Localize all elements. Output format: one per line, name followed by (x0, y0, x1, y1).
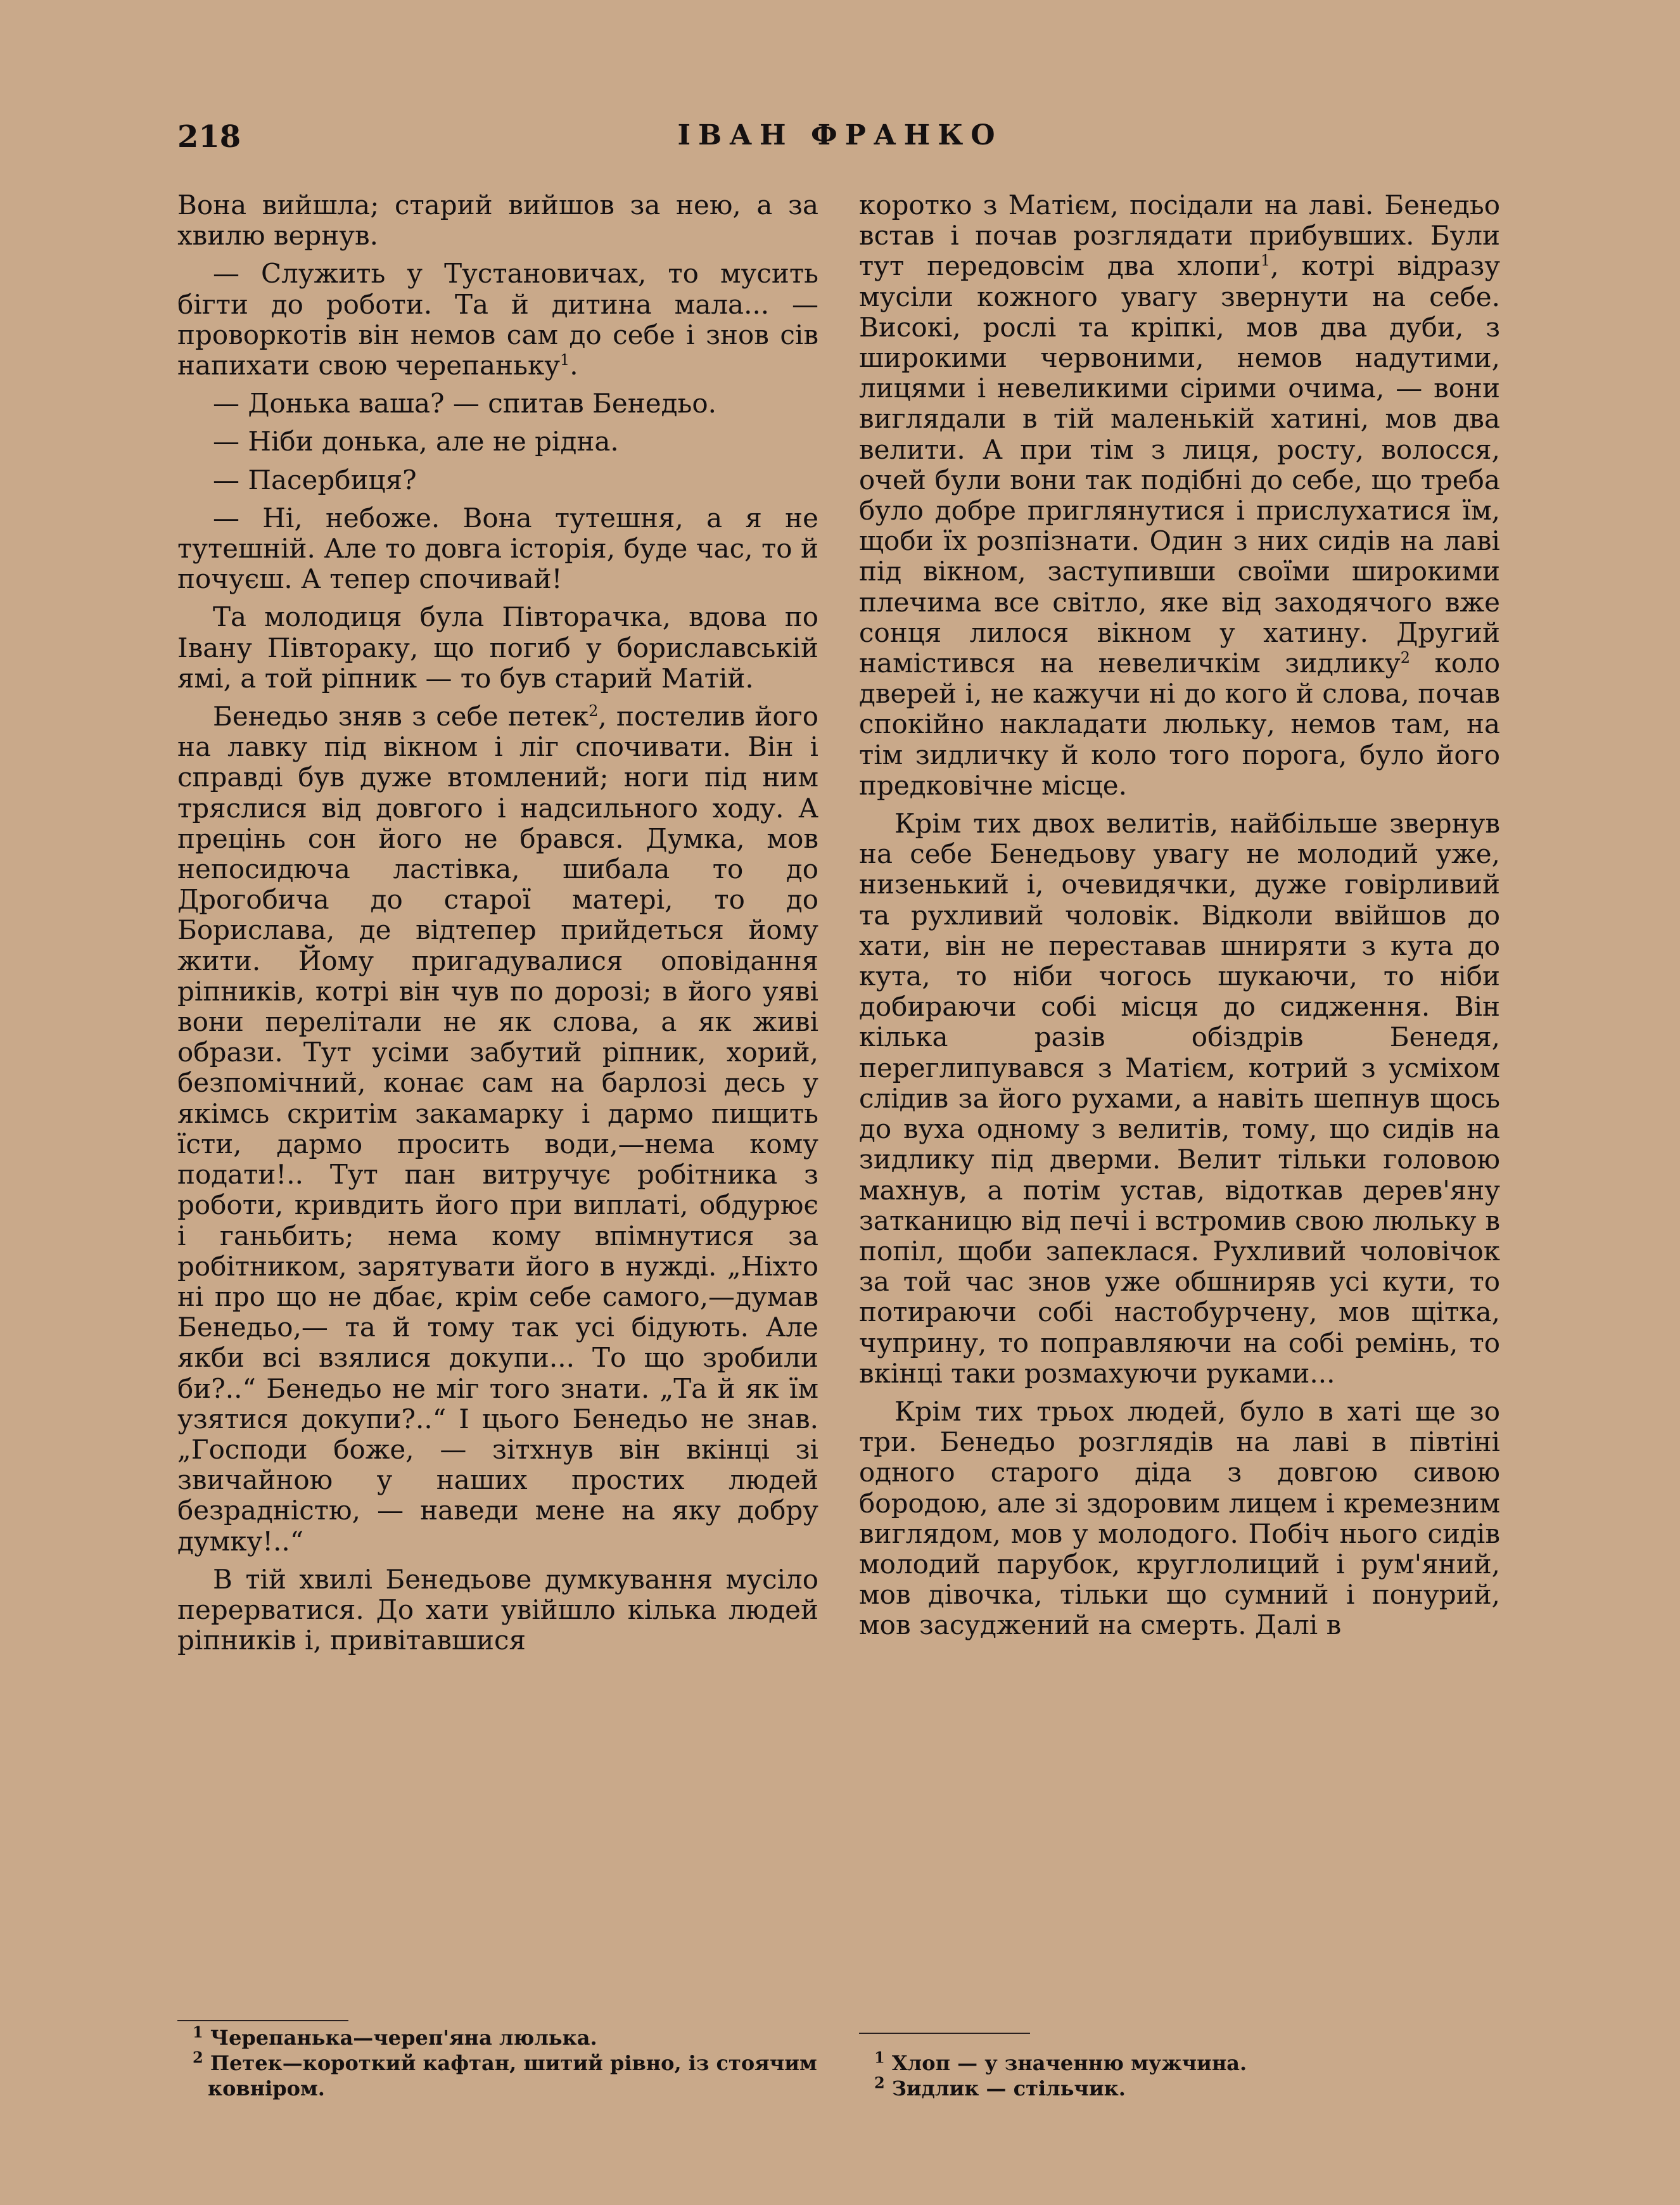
paragraph (177, 465, 818, 495)
paragraph-text: — Ніби донька, але не рідна. (213, 426, 619, 457)
page-header (177, 119, 1503, 163)
footnote (177, 2050, 818, 2101)
footnote (859, 2050, 1500, 2076)
paragraph-text: Бенедьо зняв з себе петек (213, 701, 589, 732)
footnote-number: 1 (874, 2048, 885, 2067)
footnote (859, 2073, 1500, 2101)
page-number: 218 (177, 119, 241, 155)
right-column (859, 190, 1500, 1649)
paragraph-text: Крім тих двох велитів, найбільше звернув на себе Бенедьову увагу не молодий уже, низенький і, очевидячки, дуже говірливий та рухливий чоловік. Відколи ввійшов до хати, він не переставав шниряти з кута до кута, то ніби чогось шукаючи, то ніби добираючи собі місця до сидження. Він кілька разів обіздрів Бенедя, переглипувався з Матієм, котрий з усміхом слідив за його рухами, а навіть шепнув щось до вуха одному з велитів, тому, що сидів на зидлику під дверми. Велит тільки головою махнув, а потім устав, відоткав дерев'яну затканицю від печі і встромив свою люльку в попіл, щоби запеклася. Рухливий чоловічок за той час знов уже обшниряв усі кути, то потираючи собі настобурчену, мов щітка, чуприну, то поправляючи на собі ремінь, то вкінці таки розмахуючи руками... (859, 808, 1500, 1389)
paragraph (177, 602, 818, 694)
footnote-number: 1 (193, 2023, 203, 2042)
paragraph-text: — Донька ваша? — спитав Бенедьо. (213, 388, 716, 419)
footnote-text: Петек—короткий кафтан, шитий рівно, із стоячим ковніром. (208, 2051, 817, 2100)
paragraph (859, 1396, 1500, 1641)
footnote-text: Хлоп — у значенню мужчина. (891, 2051, 1247, 2075)
paragraph-text: коротко з Матієм, посідали на лаві. Бенедьо встав і почав розглядати прибувших. Були тут передовсім два хлопи (859, 189, 1500, 282)
footnote-divider (859, 2033, 1030, 2034)
paragraph-text: Крім тих трьох людей, було в хаті ще зо три. Бенедьо розглядів на лаві в півтіні одного старого діда з довгою сивою бородою, але зі здоровим лицем і кремезним виглядом, мов у молодого. Побіч нього сидів молодий парубок, круглолиций і рум'яний, мов дівочка, тільки що сумний і понурий, мов засуджений на смерть. Далі в (859, 1395, 1500, 1641)
footnote-marker: 2 (1400, 649, 1410, 667)
paragraph (859, 808, 1500, 1389)
paragraph-text: Та молодиця була Півторачка, вдова по Івану Півтораку, що погиб у бориславській ямі, а той ріпник — то був старий Матій. (177, 601, 818, 694)
footnote-marker: 1 (559, 351, 570, 369)
paragraph (859, 190, 1500, 801)
paragraph (177, 259, 818, 381)
footnote-number: 2 (874, 2073, 885, 2092)
footnote-marker: 2 (589, 702, 599, 720)
paragraph-text: , постелив його на лавку під вікном і ліг спочивати. Він і справді був дуже втомлений; ноги під ним тряслися від довгого і надсильного ходу. А прецінь сон його не брався. Думка, мов непосидюча ластівка, шибала то до Дрогобича до старої матері, то до Борислава, де відтепер прийдеться йому жити. Йому пригадувалися оповідання ріпників, котрі він чув по дорозі; в його уяві вони перелітали не як слова, а як живі образи. Тут усіми забутий ріпник, хорий, безпомічний, конає сам на барлозі десь у якімсь скритім закамарку і дармо пищить їсти, дармо просить води,—нема кому подати!.. Тут пан витручує робітника з роботи, кривдить його при виплаті, обдурює і ганьбить; нема кому впімнутися за робітником, зарятувати його в нужді. „Ніхто ні про що не дбає, крім себе самого,—думав Бенедьо,— та й тому так усі бідують. Але якби всі взялися докупи... То що зробили би?..“ Бенедьо не міг того знати. „Та й як їм узятися докупи?..“ І цього Бенедьо не знав. „Господи боже, — зітхнув він вкінці зі звичайною у наших простих людей безрадністю, — наведи мене на яку добру думку!..“ (177, 701, 818, 1557)
footnote-marker: 1 (1261, 252, 1271, 270)
paragraph-text: — Служить у Тустановичах, то мусить бігти до роботи. Та й дитина мала... — проворкотів він немов сам до себе і знов сів напихати свою черепаньку (177, 258, 818, 381)
right-footnotes (859, 2050, 1500, 2101)
running-title: ІВАН ФРАНКО (677, 119, 1003, 151)
paragraph (177, 1564, 818, 1656)
footnote-divider (177, 2020, 348, 2021)
paragraph-text: . (570, 350, 578, 381)
paragraph-text: Вона вийшла; старий вийшов за нею, а за хвилю вернув. (177, 189, 818, 252)
paragraph (177, 388, 818, 419)
paragraph (177, 190, 818, 251)
footnote-text: Зидлик — стільчик. (891, 2076, 1126, 2100)
paragraph-text: — Пасербиця? (213, 464, 417, 495)
paragraph (177, 426, 818, 457)
paragraph (177, 701, 818, 1557)
footnote (177, 2025, 818, 2050)
left-column (177, 190, 818, 1663)
footnote-text: Черепанька—череп'яна люлька. (210, 2026, 597, 2050)
footnote-number: 2 (193, 2048, 203, 2067)
paragraph (177, 503, 818, 595)
paragraph-text: В тій хвилі Бенедьове думкування мусіло перерватися. До хати увійшло кілька людей ріпників і, привітавшися (177, 1563, 818, 1656)
paragraph-text: коло дверей і, не кажучи ні до кого й слова, почав спокійно накладати люльку, немов там, на тім зидличку й коло того порога, було його предковічне місце. (859, 648, 1500, 801)
paragraph-text: , котрі відразу мусіли кожного увагу звернути на себе. Високі, рослі та кріпкі, мов два дуби, з широкими червоними, немов надутими, лицями і невеликими сірими очима, — вони виглядали в тій маленькій хатині, мов два велити. А при тім з лиця, росту, волосся, очей були вони так подібні до себе, що треба було добре приглянутися і прислухатися їм, щоби їх розпізнати. Один з них сидів на лаві під вікном, заступивши своїми широкими плечима все світло, яке від заходячого вже сонця лилося вікном у хатину. Другий намістився на невеличкім зидлику (859, 250, 1500, 679)
paragraph-text: — Ні, небоже. Вона тутешня, а я не тутешній. Але то довга історія, буде час, то й почуєш. А тепер спочивай! (177, 502, 818, 595)
left-footnotes (177, 2025, 818, 2101)
